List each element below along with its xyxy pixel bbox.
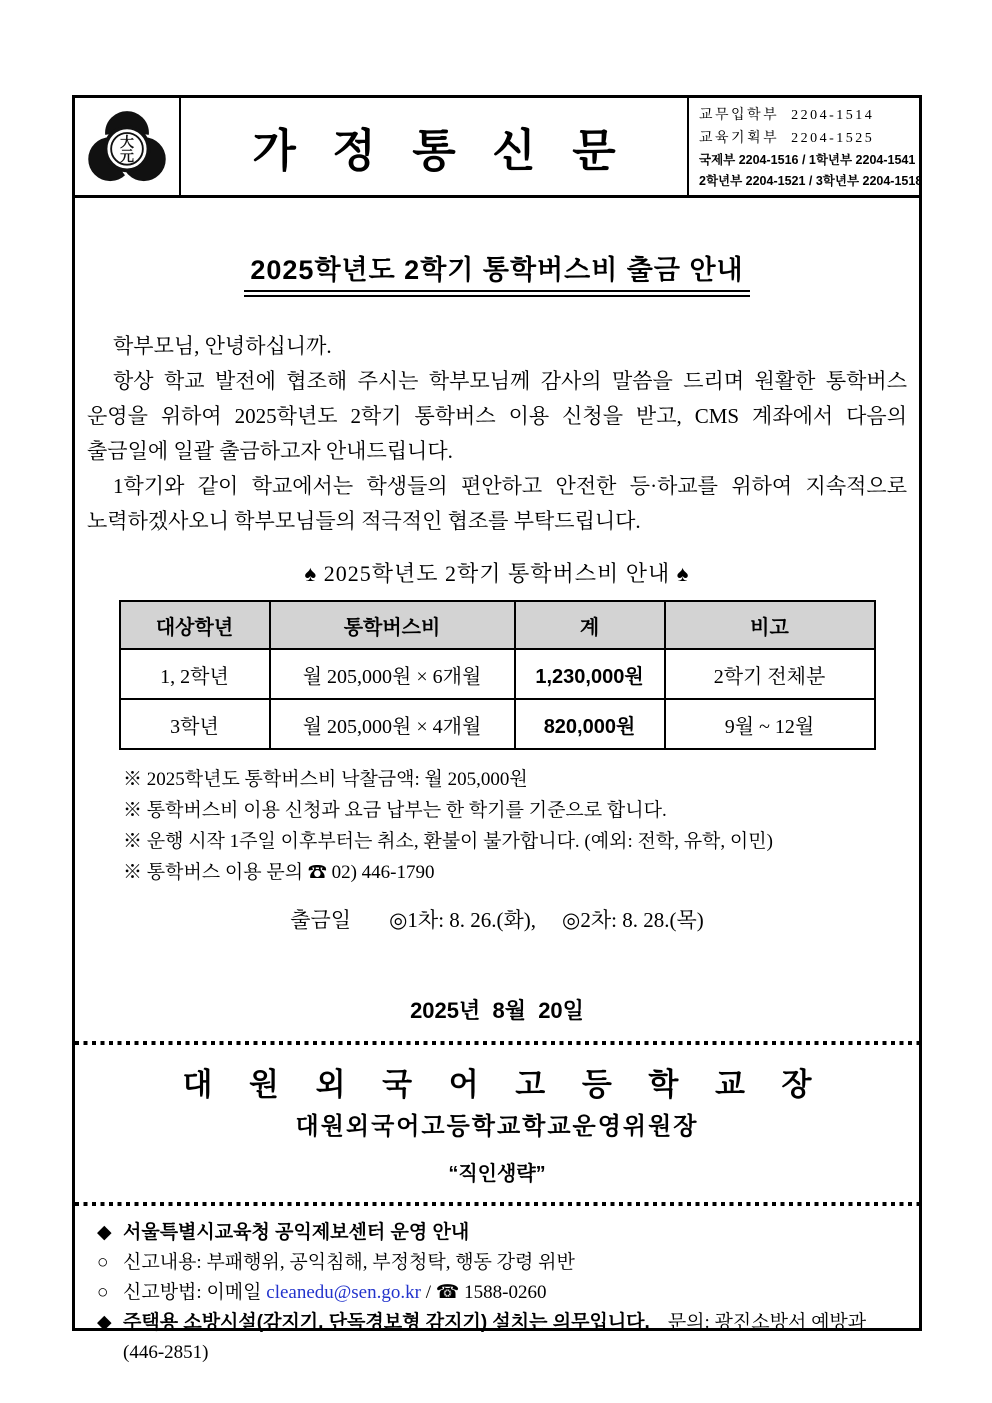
footer-item — [97, 1248, 907, 1278]
footer-item — [97, 1278, 907, 1308]
report-method-prefix: 신고방법: 이메일 — [123, 1282, 267, 1303]
seal-omitted-note: “직인생략” — [448, 1163, 546, 1185]
col-header-note: 비고 — [665, 601, 875, 649]
document-frame — [72, 95, 923, 1363]
contact-info-box — [687, 98, 923, 195]
contact-line: 교무입학부 2204-1514 — [699, 108, 875, 123]
diamond-bullet-icon: ◆ — [97, 1312, 112, 1333]
footer-item — [97, 1218, 907, 1248]
table-header-row — [120, 601, 875, 649]
footer-notices — [97, 1218, 907, 1368]
signature-committee: 대원외국어고등학교학교운영위원장 — [295, 1113, 699, 1140]
table-row — [120, 649, 875, 699]
fee-section-heading: ♠ 2025학년도 2학기 통학버스비 안내 ♠ — [304, 561, 690, 586]
col-header-total: 계 — [515, 601, 665, 649]
cell-fee: 월 205,000원 × 4개월 — [270, 699, 515, 749]
col-header-grade: 대상학년 — [120, 601, 270, 649]
footer-item — [97, 1308, 907, 1368]
note-line: ※ 2025학년도 통학버스비 낙찰금액: 월 205,000원 — [123, 769, 528, 790]
newsletter-masthead-title: 가 정 통 신 문 — [252, 125, 628, 176]
cell-total: 1,230,000원 — [515, 649, 665, 699]
document-header — [75, 98, 923, 198]
dotted-divider — [75, 1202, 919, 1206]
cell-note: 2학기 전체분 — [665, 649, 875, 699]
document-body — [75, 198, 919, 1368]
emblem-glyph-bottom: 元 — [120, 149, 134, 165]
col-header-fee: 통학버스비 — [270, 601, 515, 649]
cell-grade: 1, 2학년 — [120, 649, 270, 699]
diamond-bullet-icon: ◆ — [97, 1222, 112, 1243]
notice-title — [87, 248, 907, 287]
cell-total: 820,000원 — [515, 699, 665, 749]
withdrawal-second-date: ◎2차: 8. 28.(목) — [562, 908, 704, 932]
report-method-suffix: / ☎ 1588-0260 — [420, 1282, 547, 1303]
school-logo-cell — [75, 98, 181, 195]
footer-item-text: 신고내용: 부패행위, 공익침해, 부정청탁, 행동 강령 위반 — [123, 1252, 575, 1273]
footer-item-text — [123, 1308, 907, 1368]
withdrawal-label: 출금일 — [290, 908, 352, 932]
dotted-divider — [75, 1041, 919, 1045]
notice-paragraphs — [87, 329, 907, 539]
emblem-glyph-top: 大 — [120, 135, 134, 151]
footer-item-text — [123, 1278, 546, 1308]
circle-bullet-icon: ○ — [97, 1252, 109, 1273]
note-line: ※ 통학버스 이용 문의 ☎ 02) 446-1790 — [123, 862, 435, 883]
table-row — [120, 699, 875, 749]
contact-line: 국제부 2204-1516 / 1학년부 2204-1541 — [699, 153, 916, 167]
school-emblem-icon — [85, 105, 169, 189]
note-line: ※ 통학버스비 이용 신청과 요금 납부는 한 학기를 기준으로 합니다. — [123, 800, 667, 821]
fire-notice-contact: 문의: 광진소방서 예방과(446-2851) — [123, 1312, 867, 1363]
report-email-link[interactable]: cleanedu@sen.go.kr — [266, 1282, 421, 1303]
paragraph: 1학기와 같이 학교에서는 학생들의 편안하고 안전한 등·하교를 위하여 지속적으로 노력하겠사오니 학부모님들의 적극적인 협조를 부탁드립니다. — [87, 474, 907, 533]
contact-line: 2학년부 2204-1521 / 3학년부 2204-1518 — [699, 174, 923, 188]
paragraph: 학부모님, 안녕하십니까. — [113, 334, 332, 358]
note-line: ※ 운행 시작 1주일 이후부터는 취소, 환불이 불가합니다. (예외: 전학, 유학, 이민) — [123, 831, 773, 852]
fire-notice-text: 주택용 소방시설(감지기, 단독경보형 감지기) 설치는 의무입니다. — [123, 1312, 650, 1333]
signature-principal: 대 원 외 국 어 고 등 학 교 장 — [182, 1067, 826, 1102]
cell-note: 9월 ~ 12월 — [665, 699, 875, 749]
paragraph: 항상 학교 발전에 협조해 주시는 학부모님께 감사의 말씀을 드리며 원활한 통학버스 운영을 위하여 2025학년도 2학기 통학버스 이용 신청을 받고, CMS 계좌에서 다음의 출금일에 일괄 출금하고자 안내드립니다. — [87, 369, 907, 463]
notice-title-text: 2025학년도 2학기 통학버스비 출금 안내 — [244, 255, 749, 297]
withdrawal-first-date: ◎1차: 8. 26.(화), — [389, 908, 537, 932]
cell-grade: 3학년 — [120, 699, 270, 749]
notice-notes — [123, 764, 907, 888]
withdrawal-dates-line — [87, 904, 907, 934]
contact-line: 교육기획부 2204-1525 — [699, 131, 875, 146]
bus-fee-table — [119, 600, 876, 750]
circle-bullet-icon: ○ — [97, 1282, 109, 1303]
issue-date: 2025년 8월 20일 — [410, 998, 584, 1023]
cell-fee: 월 205,000원 × 6개월 — [270, 649, 515, 699]
footer-item-text: 서울특별시교육청 공익제보센터 운영 안내 — [123, 1222, 470, 1243]
